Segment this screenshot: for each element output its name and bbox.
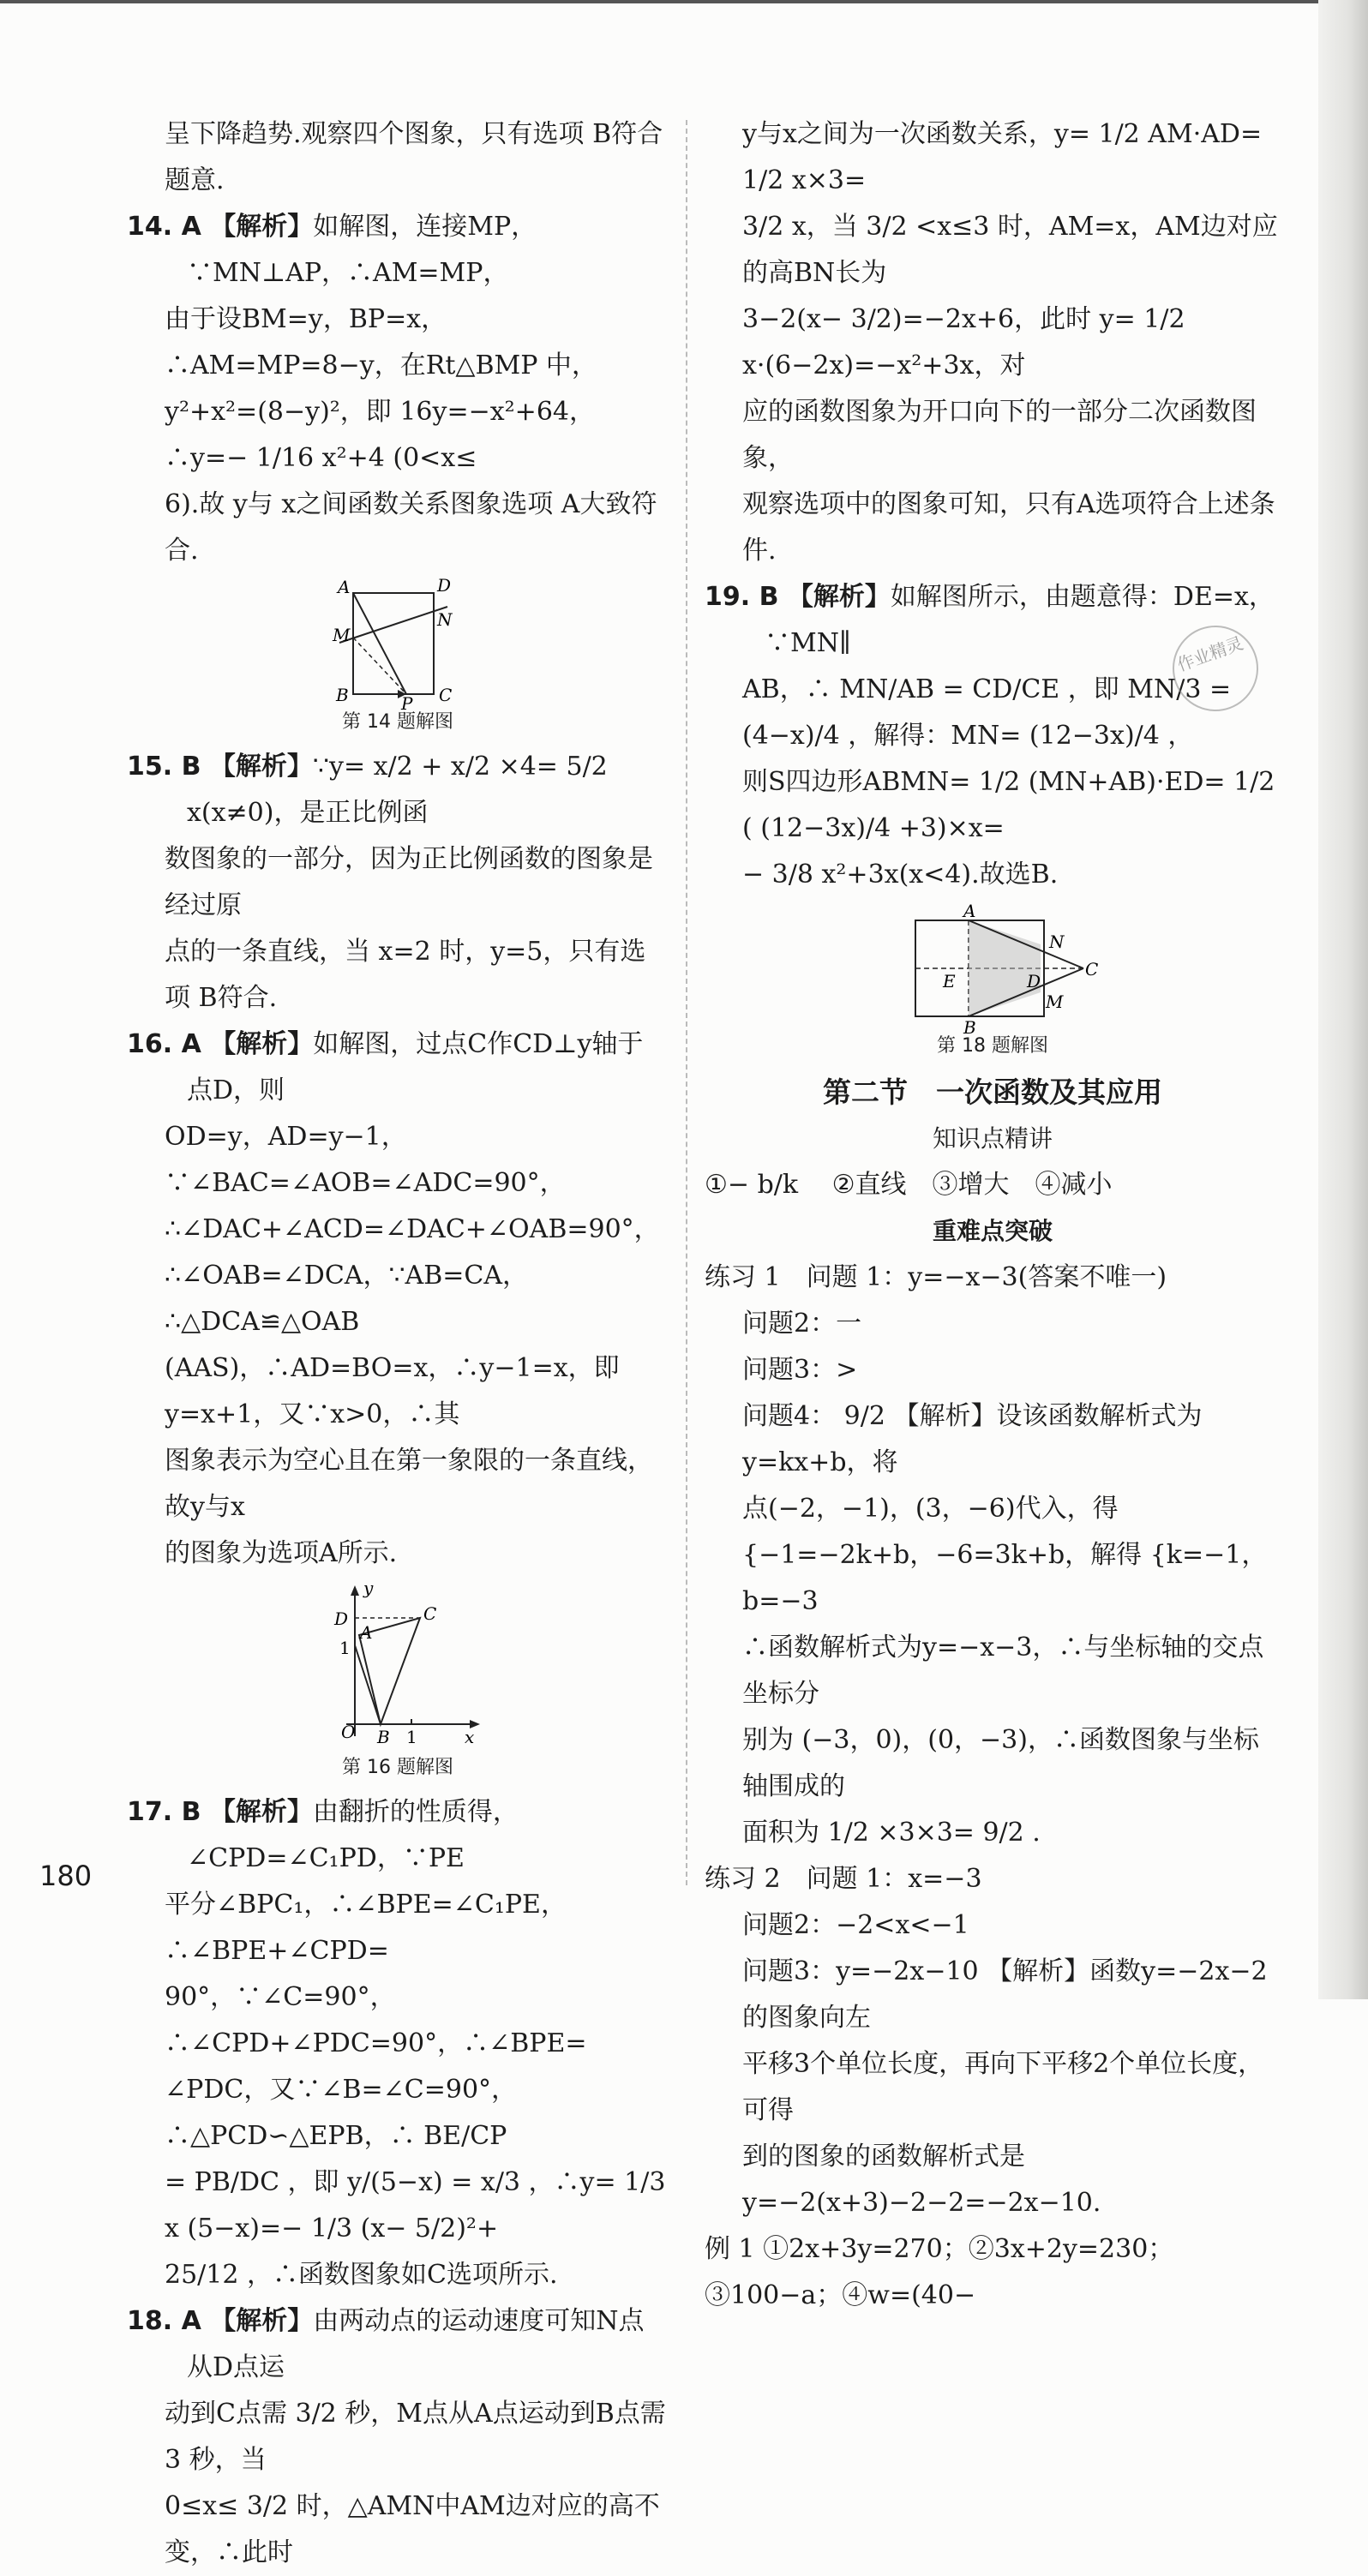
text-line: = PB/DC ，即 y/(5−x) = x/3 ，∴y= 1/3 x (5−x)=− 1/3 (x− 5/2)²+: [165, 2167, 666, 2244]
label-d: D: [437, 575, 452, 596]
text-line: 问题3：y=−2x−10 【解析】函数y=−2x−2的图象向左: [742, 1956, 1268, 2033]
text-line: 的图象为选项A所示.: [165, 1538, 398, 1568]
text-line: 到的图象的函数解析式是y=−2(x+3)−2−2=−2x−10.: [742, 2142, 1101, 2218]
label-b: B: [963, 1017, 976, 1038]
figure-14: [127, 575, 669, 735]
text-line: 平移3个单位长度，再向下平移2个单位长度，可得: [742, 2049, 1264, 2125]
text-line: 平分∠BPC₁，∴∠BPE=∠C₁PE，∴∠BPE+∠CPD=: [165, 1890, 567, 1966]
answer-head: 17. B 【解析】: [127, 1797, 313, 1827]
figure-16: [127, 1578, 669, 1781]
label-c: C: [439, 685, 453, 705]
text-line: 由翻折的性质得，∠CPD=∠C₁PD，∵PE: [187, 1797, 519, 1873]
figure-caption: 第 14 题解图: [342, 711, 453, 733]
text-line: ∠PDC，又∵∠B=∠C=90°，∴△PCD∽△EPB，∴ BE/CP: [165, 2075, 518, 2151]
label-n: N: [437, 609, 453, 630]
figure-14-diagram: [329, 575, 466, 714]
label-a: A: [338, 577, 351, 597]
answer-16: [127, 1021, 669, 1781]
label-x: x: [465, 1727, 475, 1747]
text-line: 3/2 x，当 3/2 <x≤3 时，AM=x，AM边对应的高BN长为: [742, 212, 1278, 288]
label-a: A: [963, 901, 976, 921]
right-column: [705, 111, 1281, 2319]
label-c: C: [423, 1603, 437, 1624]
text-line: 别为 (−3，0)，(0，−3)，∴函数图象与坐标轴围成的: [742, 1725, 1259, 1801]
text-line: 点的一条直线，当 x=2 时，y=5，只有选项 B符合.: [165, 937, 646, 1013]
text-line: 0≤x≤ 3/2 时，△AMN中AM边对应的高不变，∴此时: [165, 2491, 660, 2567]
label-e: E: [943, 971, 956, 991]
text-line: OD=y，AD=y−1，∵∠BAC=∠AOB=∠ADC=90°，: [165, 1122, 566, 1198]
label-one-x: 1: [406, 1727, 417, 1747]
subsection-title: 知识点精讲: [932, 1124, 1053, 1153]
exercise-1: [705, 1255, 1281, 1856]
answer-head: 16. A 【解析】: [127, 1029, 314, 1059]
text-line: ∴∠OAB=∠DCA，∵AB=CA，∴△DCA≌△OAB: [165, 1261, 529, 1337]
text-line: y与x之间为一次函数关系，y= 1/2 AM·AD= 1/2 x×3=: [742, 119, 1263, 195]
section-title: 第二节 一次函数及其应用: [823, 1075, 1162, 1109]
text-line: 由于设BM=y，BP=x，∴AM=MP=8−y，在Rt△BMP 中，: [165, 304, 597, 380]
text-line: ∵y= x/2 + x/2 ×4= 5/2 x(x≠0)，是正比例函: [187, 752, 608, 828]
page-edge-shadow: [1318, 0, 1368, 1999]
text-line: 问题3：>: [742, 1355, 858, 1385]
figure-16-diagram: [312, 1578, 483, 1755]
label-m: M: [333, 625, 351, 645]
figure-18-diagram: [890, 901, 1099, 1038]
text-line: 练习 1 问题 1：y=−x−3(答案不唯一): [705, 1262, 1167, 1292]
text-line: 呈下降趋势.观察四个图象，只有选项 B符合题意.: [165, 119, 663, 195]
text-line: − 3/8 x²+3x(x<4).故选B.: [742, 860, 1059, 890]
top-border: [0, 0, 1368, 3]
text-line: 如解图所示，由题意得：DE=x，∵MN∥: [765, 582, 1275, 658]
figure-caption: 第 16 题解图: [342, 1757, 453, 1778]
label-o: O: [341, 1722, 356, 1742]
text-line: ∴函数解析式为y=−x−3，∴与坐标轴的交点坐标分: [742, 1632, 1264, 1709]
text-line: 如解图，过点C作CD⊥y轴于点D，则: [187, 1029, 644, 1105]
text-line: 面积为 1/2 ×3×3= 9/2 .: [742, 1818, 1041, 1848]
text-line: 练习 2 问题 1：x=−3: [705, 1864, 982, 1894]
answer-head: 19. B 【解析】: [705, 582, 891, 612]
figure-caption: 第 18 题解图: [937, 1035, 1048, 1057]
page-number: 180: [39, 1860, 93, 1892]
answer-18: [127, 2298, 669, 2576]
text-line: 25/12 ，∴函数图象如C选项所示.: [165, 2260, 558, 2290]
text-line: 如解图，连接MP，∵MN⊥AP，∴AM=MP，: [187, 212, 537, 288]
text-line: 6).故 y与 x之间函数关系图象选项 A大致符合.: [165, 489, 657, 566]
text-line: 则S四边形ABMN= 1/2 (MN+AB)·ED= 1/2 ( (12−3x)/4 +3)×x=: [742, 767, 1275, 843]
text-line: 观察选项中的图象可知，只有A选项符合上述条件.: [742, 489, 1275, 566]
text-line: 图象表示为空心且在第一象限的一条直线，故y与x: [165, 1446, 653, 1522]
text-line: ∴∠DAC+∠ACD=∠DAC+∠OAB=90°，: [165, 1214, 660, 1244]
label-a: A: [360, 1622, 373, 1643]
text-line: 3−2(x− 3/2)=−2x+6，此时 y= 1/2 x·(6−2x)=−x²+3x，对: [742, 304, 1185, 380]
label-b: B: [336, 685, 349, 705]
answer-head: 14. A 【解析】: [127, 212, 314, 242]
text-line: 问题4： 9/2 【解析】设该函数解析式为y=kx+b，将: [742, 1401, 1203, 1477]
label-n: N: [1049, 932, 1065, 952]
answer-15: [127, 744, 669, 1021]
watermark-stamp: 作业精灵: [1161, 614, 1270, 723]
answer-head: 15. B 【解析】: [127, 752, 313, 782]
answer-head: 18. A 【解析】: [127, 2306, 314, 2336]
text-line: 点(−2，−1)，(3，−6)代入，得 {−1=−2k+b，−6=3k+b，解得 {k=−1，b=−3: [742, 1494, 1268, 1616]
label-y: y: [363, 1578, 374, 1598]
label-b: B: [377, 1727, 390, 1747]
label-c: C: [1085, 959, 1099, 979]
text-line: 动到C点需 3/2 秒，M点从A点运动到B点需 3 秒，当: [165, 2399, 666, 2475]
text-line: AB，∴ MN/AB = CD/CE ，即 MN/3 = (4−x)/4 ，解得：MN= (12−3x)/4 ，: [742, 674, 1232, 751]
exercise-2: [705, 1856, 1281, 2226]
subsection-title: 重难点突破: [932, 1217, 1053, 1245]
label-d: D: [334, 1609, 349, 1629]
text-line: 问题2：−2<x<−1: [742, 1910, 969, 1940]
text-line: ①− b/k ②直线 ③增大 ④减小: [705, 1170, 1113, 1200]
text-line: 90°，∵∠C=90°，∴∠CPD+∠PDC=90°，∴∠BPE=: [165, 1982, 587, 2058]
label-p: P: [401, 693, 413, 714]
answer-17: [127, 1789, 669, 2298]
text-line: y²+x²=(8−y)²，即 16y=−x²+64，∴y=− 1/16 x²+4 (0<x≤: [165, 397, 595, 473]
column-divider: [686, 120, 687, 1885]
figure-18: [705, 901, 1281, 1059]
text-line: 由两动点的运动速度可知N点从D点运: [187, 2306, 645, 2382]
text-line: 例 1 ①2x+3y=270；②3x+2y=230；③100−a；④w=(40−: [705, 2234, 1174, 2310]
label-one-y: 1: [339, 1638, 351, 1658]
text-line: 问题2：一: [742, 1309, 862, 1339]
answer-14: [127, 204, 669, 735]
text-line: 数图象的一部分，因为正比例函数的图象是经过原: [165, 844, 653, 920]
text-line: 应的函数图象为开口向下的一部分二次函数图象，: [742, 397, 1257, 473]
left-column: [127, 111, 669, 2576]
label-d: D: [1027, 971, 1041, 991]
label-m: M: [1046, 991, 1064, 1012]
text-line: (AAS)，∴AD=BO=x，∴y−1=x，即y=x+1，又∵x>0，∴其: [165, 1353, 620, 1429]
